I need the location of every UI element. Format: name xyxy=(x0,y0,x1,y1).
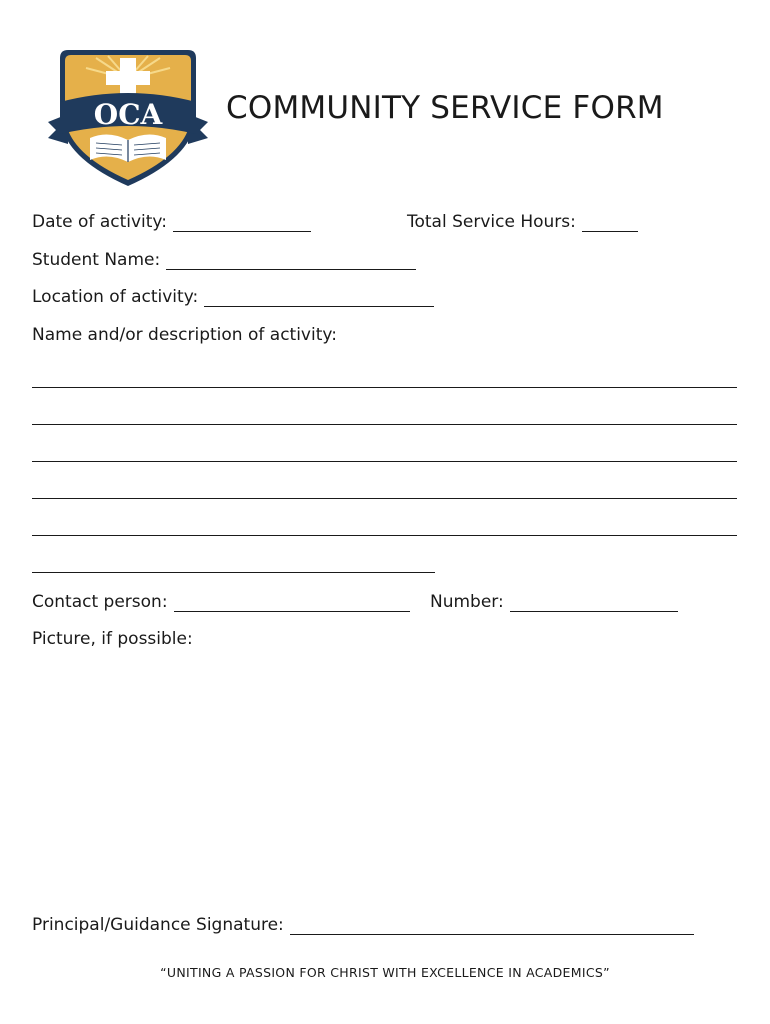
student-label: Student Name: xyxy=(32,250,161,270)
student-field[interactable] xyxy=(166,255,416,270)
description-line[interactable] xyxy=(32,424,737,425)
signature-label: Principal/Guidance Signature: xyxy=(32,915,284,935)
number-label: Number: xyxy=(430,592,504,612)
description-line[interactable] xyxy=(32,498,737,499)
date-label: Date of activity: xyxy=(32,212,167,232)
signature-field[interactable] xyxy=(290,920,694,935)
location-field[interactable] xyxy=(204,292,434,307)
form-title: COMMUNITY SERVICE FORM xyxy=(226,90,664,126)
description-row xyxy=(32,325,337,345)
picture-label: Picture, if possible: xyxy=(32,629,193,649)
description-line[interactable] xyxy=(32,387,737,388)
logo-text: OCA xyxy=(93,98,163,131)
date-field[interactable] xyxy=(173,217,311,232)
location-label: Location of activity: xyxy=(32,287,199,307)
school-logo xyxy=(46,44,210,190)
description-line[interactable] xyxy=(32,572,435,573)
student-row xyxy=(32,250,416,270)
number-row xyxy=(430,592,678,612)
hours-label: Total Service Hours: xyxy=(407,212,576,232)
location-row xyxy=(32,287,434,307)
signature-row xyxy=(32,915,694,935)
contact-field[interactable] xyxy=(174,597,410,612)
number-field[interactable] xyxy=(510,597,678,612)
date-row xyxy=(32,212,311,232)
description-label: Name and/or description of activity: xyxy=(32,325,337,345)
contact-row xyxy=(32,592,410,612)
description-line[interactable] xyxy=(32,535,737,536)
picture-area[interactable] xyxy=(32,660,737,900)
picture-row xyxy=(32,629,193,649)
description-line[interactable] xyxy=(32,461,737,462)
school-motto: “UNITING A PASSION FOR CHRIST WITH EXCELLENCE IN ACADEMICS” xyxy=(160,965,610,980)
contact-label: Contact person: xyxy=(32,592,168,612)
hours-field[interactable] xyxy=(582,217,638,232)
hours-row xyxy=(407,212,638,232)
